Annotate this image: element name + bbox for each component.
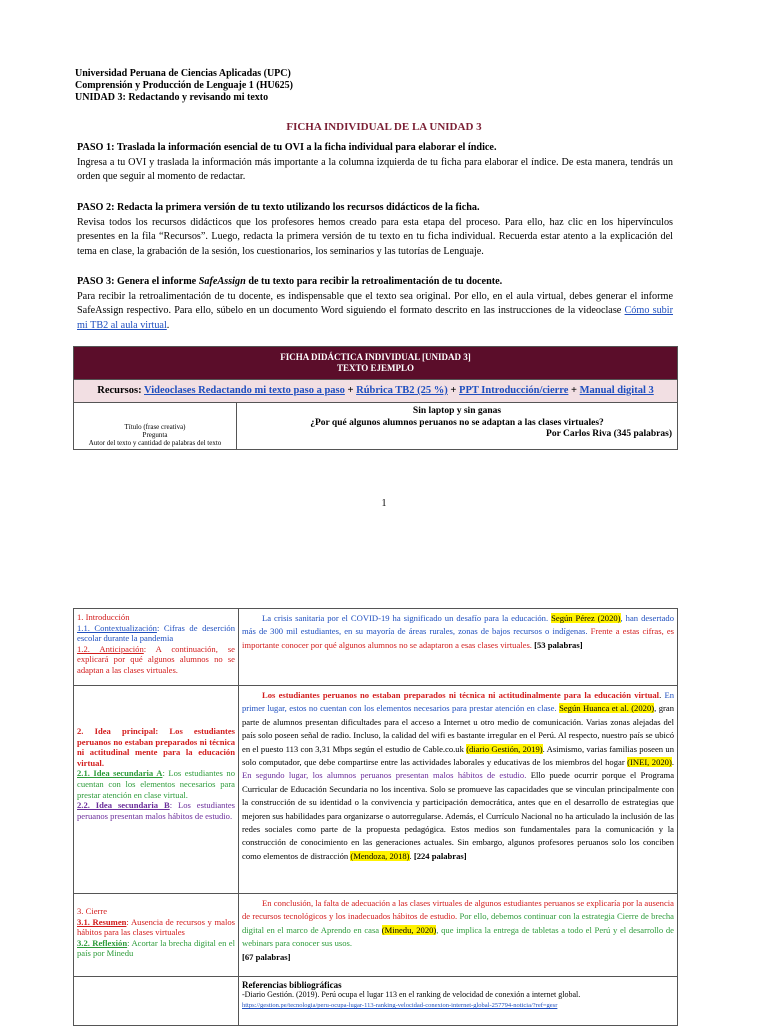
body-outline (74, 686, 239, 893)
reference-1-url[interactable]: https://gestion.pe/tecnologia/peru-ocupa-lugar-113-ranking-velocidad-conexion-internet-global-257794-noticia/?ref=gesr (242, 1002, 558, 1009)
intro-p1: La crisis sanitaria por el COVID-19 ha significado un desafío para la educación. (262, 613, 552, 623)
intro-count: [53 palabras] (531, 639, 583, 650)
body-s2: En segundo lugar, los alumnos peruanos presentan malos hábitos de estudio. (242, 770, 527, 781)
title-label: Título (frase creativa) (124, 423, 186, 431)
context-text: : Cifras de deserción escolar durante la pandemia (77, 622, 235, 644)
university-name: Universidad Peruana de Ciencias Aplicadas (UPC) (75, 68, 291, 79)
reference-1: -Diario Gestión. (2019). Perú ocupa el lugar 113 en el ranking de velocidad de conexión a internet global. (242, 990, 581, 999)
closing-p1: En conclusión, la falta de adecuación a las clases virtuales de algunos estudiantes peruanos se explicaría por la ausencia de recursos tecnológicos y los inadecuados hábitos de estudio. (242, 898, 674, 922)
body-c: . (671, 757, 674, 768)
reflection-text: : Acortar la brecha digital en el país por Minedu (77, 937, 236, 959)
body-s1: En primer lugar, estos no cuentan con los elementos necesarios para prestar atención en clase. (242, 690, 675, 714)
step-3-title-b: de tu texto para recibir la retroalimentación de tu docente. (245, 276, 503, 287)
ficha-table (73, 346, 678, 450)
ficha-subheading: TEXTO EJEMPLO (336, 363, 415, 373)
resource-link-manual[interactable]: Manual digital 3 (579, 385, 654, 396)
closing-count: [67 palabras] (242, 951, 291, 962)
step-1-label: PASO 1 (77, 142, 112, 153)
page-number: 1 (381, 498, 387, 509)
context-label: 1.1. Contextualización (77, 622, 157, 633)
step-3-end: . (166, 319, 170, 331)
intro-p2: , han desertado más de 300 mil estudiantes, en su mayoría de áreas rurales, zonas de bajos recursos o indígenas. (242, 613, 674, 637)
step-1 (77, 141, 673, 185)
closing-text (239, 894, 677, 976)
step-2 (77, 201, 673, 259)
summary-text: : Ausencia de recursos y malos hábitos para las clases virtuales (77, 916, 236, 938)
body-text (239, 686, 677, 893)
citation-gestion: (diario Gestión, 2019) (466, 743, 543, 754)
citation-perez: Según Pérez (2020) (551, 613, 621, 623)
resource-separator: + (447, 385, 460, 396)
intro-outline (74, 609, 239, 685)
step-1-body: Ingresa a tu OVI y traslada la información más importante a la columna izquierda de tu ficha para elaborar el índice. De esta manera, tendrás un orden que seguir al momento de redactar. (77, 156, 673, 182)
title-row (74, 402, 677, 449)
video-class-link[interactable]: Cómo subir mi TB2 al aula virtual (77, 305, 673, 331)
body-b: . Asimismo, varias familias poseen un solo computador, que debe compartirse entre las actividades laborales y educativas de los miembros del hogar (242, 743, 675, 768)
resource-link-rubrica[interactable]: Rúbrica TB2 (25 %) (356, 385, 448, 396)
resources-row (74, 379, 677, 402)
citation-mendoza: (Mendoza, 2018) (350, 850, 410, 861)
text-author: Por Carlos Riva (345 palabras) (546, 429, 672, 439)
idea-b-label: 2.2. Idea secundaria B (77, 800, 170, 811)
references-heading: Referencias bibliográficas (242, 980, 342, 990)
step-3-title-italic: SafeAssign (198, 276, 246, 287)
body-count: [224 palabras] (411, 850, 467, 861)
page-title: FICHA INDIVIDUAL DE LA UNIDAD 3 (286, 121, 482, 133)
resource-link-ppt[interactable]: PPT Introducción/cierre (459, 385, 569, 396)
citation-huanca: Según Huanca et al. (2020) (559, 703, 655, 714)
idea-b-text: : Los estudiantes peruanos presentan malos hábitos de estudio. (77, 800, 235, 821)
title-row-labels (74, 403, 237, 449)
body-a: , gran parte de alumnos presentan dificultades para el acceso a Internet u otro medio de comunicación. Varias zonas alejadas del país solo poseen señal de radio. Incluso, la calidad del wifi es bastante irregular en el Perú. Al respecto, nuestro país se ubicó en el puesto 113 con 3,31 Mbps según el estudio de Cable.co.uk (242, 703, 674, 754)
citation-inei: (INEI, 2020) (627, 757, 672, 768)
ficha-heading: FICHA DIDÁCTICA INDIVIDUAL [UNIDAD 3] (280, 352, 471, 362)
step-2-body: Revisa todos los recursos didácticos que los profesores hemos creado para esta etapa del proceso. Para ello, haz clic en los hipervínculos presentes en la fila “Recursos”. Luego, redacta la primera versión de tu texto en tu ficha individual. Recuerda estar atento a la explicación del tema en clase, la grabación de la sesión, los cuestionarios, los seminarios y las tutorías de Lenguaje. (77, 216, 673, 257)
body-e: . (409, 850, 412, 861)
body-dot: . (659, 690, 665, 700)
resource-separator: + (344, 385, 357, 396)
body-row (74, 685, 677, 893)
summary-label: 3.1. Resumen (77, 916, 127, 927)
course-header (75, 68, 293, 104)
resource-link-videoclases[interactable]: Videoclases Redactando mi texto paso a paso (144, 385, 345, 396)
closing-p3: , que implica la entrega de tabletas a todo el Perú y el desarrollo de webinars para conocer sus usos. (242, 924, 674, 949)
main-idea: 2. Idea principal: Los estudiantes peruanos no estaban preparados ni técnica ni actitudinal mente para la educación virtual. (77, 726, 235, 768)
text-title: Sin laptop y sin ganas (412, 406, 502, 416)
body-d: Ello puede ocurrir porque el Programa Curricular de Educación Secundaria no los incentiva. Solo se promueve las capacidades que se vinculan principalmente con la construcción de su identidad o la convivencia y participación democrática, antes que en el desarrollo de estrategias que mejoren sus habilidades para organizarse o autorregularse. Además, el Currículo Nacional no ha articulado la inclusión de las redes sociales como parte de la propuesta pedagógica. Estos medios son fundamentales para la comunicación y la construcción de conocimiento en las generaciones actuales. Sin embargo, algunos profesores peruanos solo los conciben como elementos de distracción (242, 770, 675, 861)
step-2-label: PASO 2 (77, 202, 112, 213)
intro-row (74, 609, 677, 685)
unit-name: UNIDAD 3: Redactando y revisando mi texto (75, 92, 269, 103)
step-3-label: PASO 3 (77, 276, 112, 287)
intro-heading: 1. Introducción (77, 612, 130, 622)
title-row-content (237, 403, 677, 449)
closing-outline (74, 894, 239, 976)
closing-heading: 3. Cierre (77, 906, 108, 916)
citation-minedu: (Minedu, 2020) (381, 924, 437, 935)
ficha-header (74, 347, 677, 379)
references-empty (74, 977, 239, 1025)
intro-p3: Frente a estas cifras, es importante conocer por qué algunos alumnos no se adaptaron a esas clases virtuales. (242, 626, 674, 650)
author-label: Autor del texto y cantidad de palabras del texto (88, 439, 222, 447)
closing-p2: Por ello, debemos continuar con la estrategia Cierre de brecha digital en el marco de Aprendo en casa (242, 911, 674, 935)
reflection-label: 3.2. Reflexión (77, 937, 128, 948)
anticipation-text: : A continuación, se explicará por qué algunos alumnos no se adaptan a las clases virtuales. (77, 643, 235, 675)
course-name: Comprensión y Producción de Lenguaje 1 (HU625) (75, 80, 293, 91)
closing-row (74, 893, 677, 976)
step-2-title: : Redacta la primera versión de tu texto utilizando los recursos didácticos de la ficha. (111, 202, 480, 213)
resources-label: Recursos: (97, 385, 142, 396)
references-row (74, 976, 677, 1025)
references-cell (239, 977, 677, 1025)
anticipation-label: 1.2. Anticipación (77, 643, 144, 654)
step-1-title: : Traslada la información esencial de tu OVI a la ficha individual para elaborar el índice. (111, 142, 497, 153)
step-3-title-a: : Genera el informe (111, 276, 199, 287)
text-question: ¿Por qué algunos alumnos peruanos no se adaptan a las clases virtuales? (310, 417, 604, 428)
idea-a-text: : Los estudiantes no cuentan con los elementos necesarios para prestar atención en clase virtual. (77, 768, 235, 800)
step-3 (77, 275, 673, 333)
step-3-body: Para recibir la retroalimentación de tu docente, es indispensable que el texto sea original. Por ello, en el aula virtual, debes generar el informe SafeAssign respectivo. Para ello, súbelo en un documento Word siguiendo el formato descrito en las instrucciones de la videoclase (77, 290, 673, 316)
resource-separator: + (568, 385, 580, 396)
idea-a-label: 2.1. Idea secundaria A (77, 768, 163, 779)
intro-text (239, 609, 677, 685)
question-label: Pregunta (142, 431, 168, 439)
body-main: Los estudiantes peruanos no estaban preparados ni técnica ni actitudinalmente para la educación virtual (262, 690, 660, 700)
content-table (73, 608, 678, 1026)
